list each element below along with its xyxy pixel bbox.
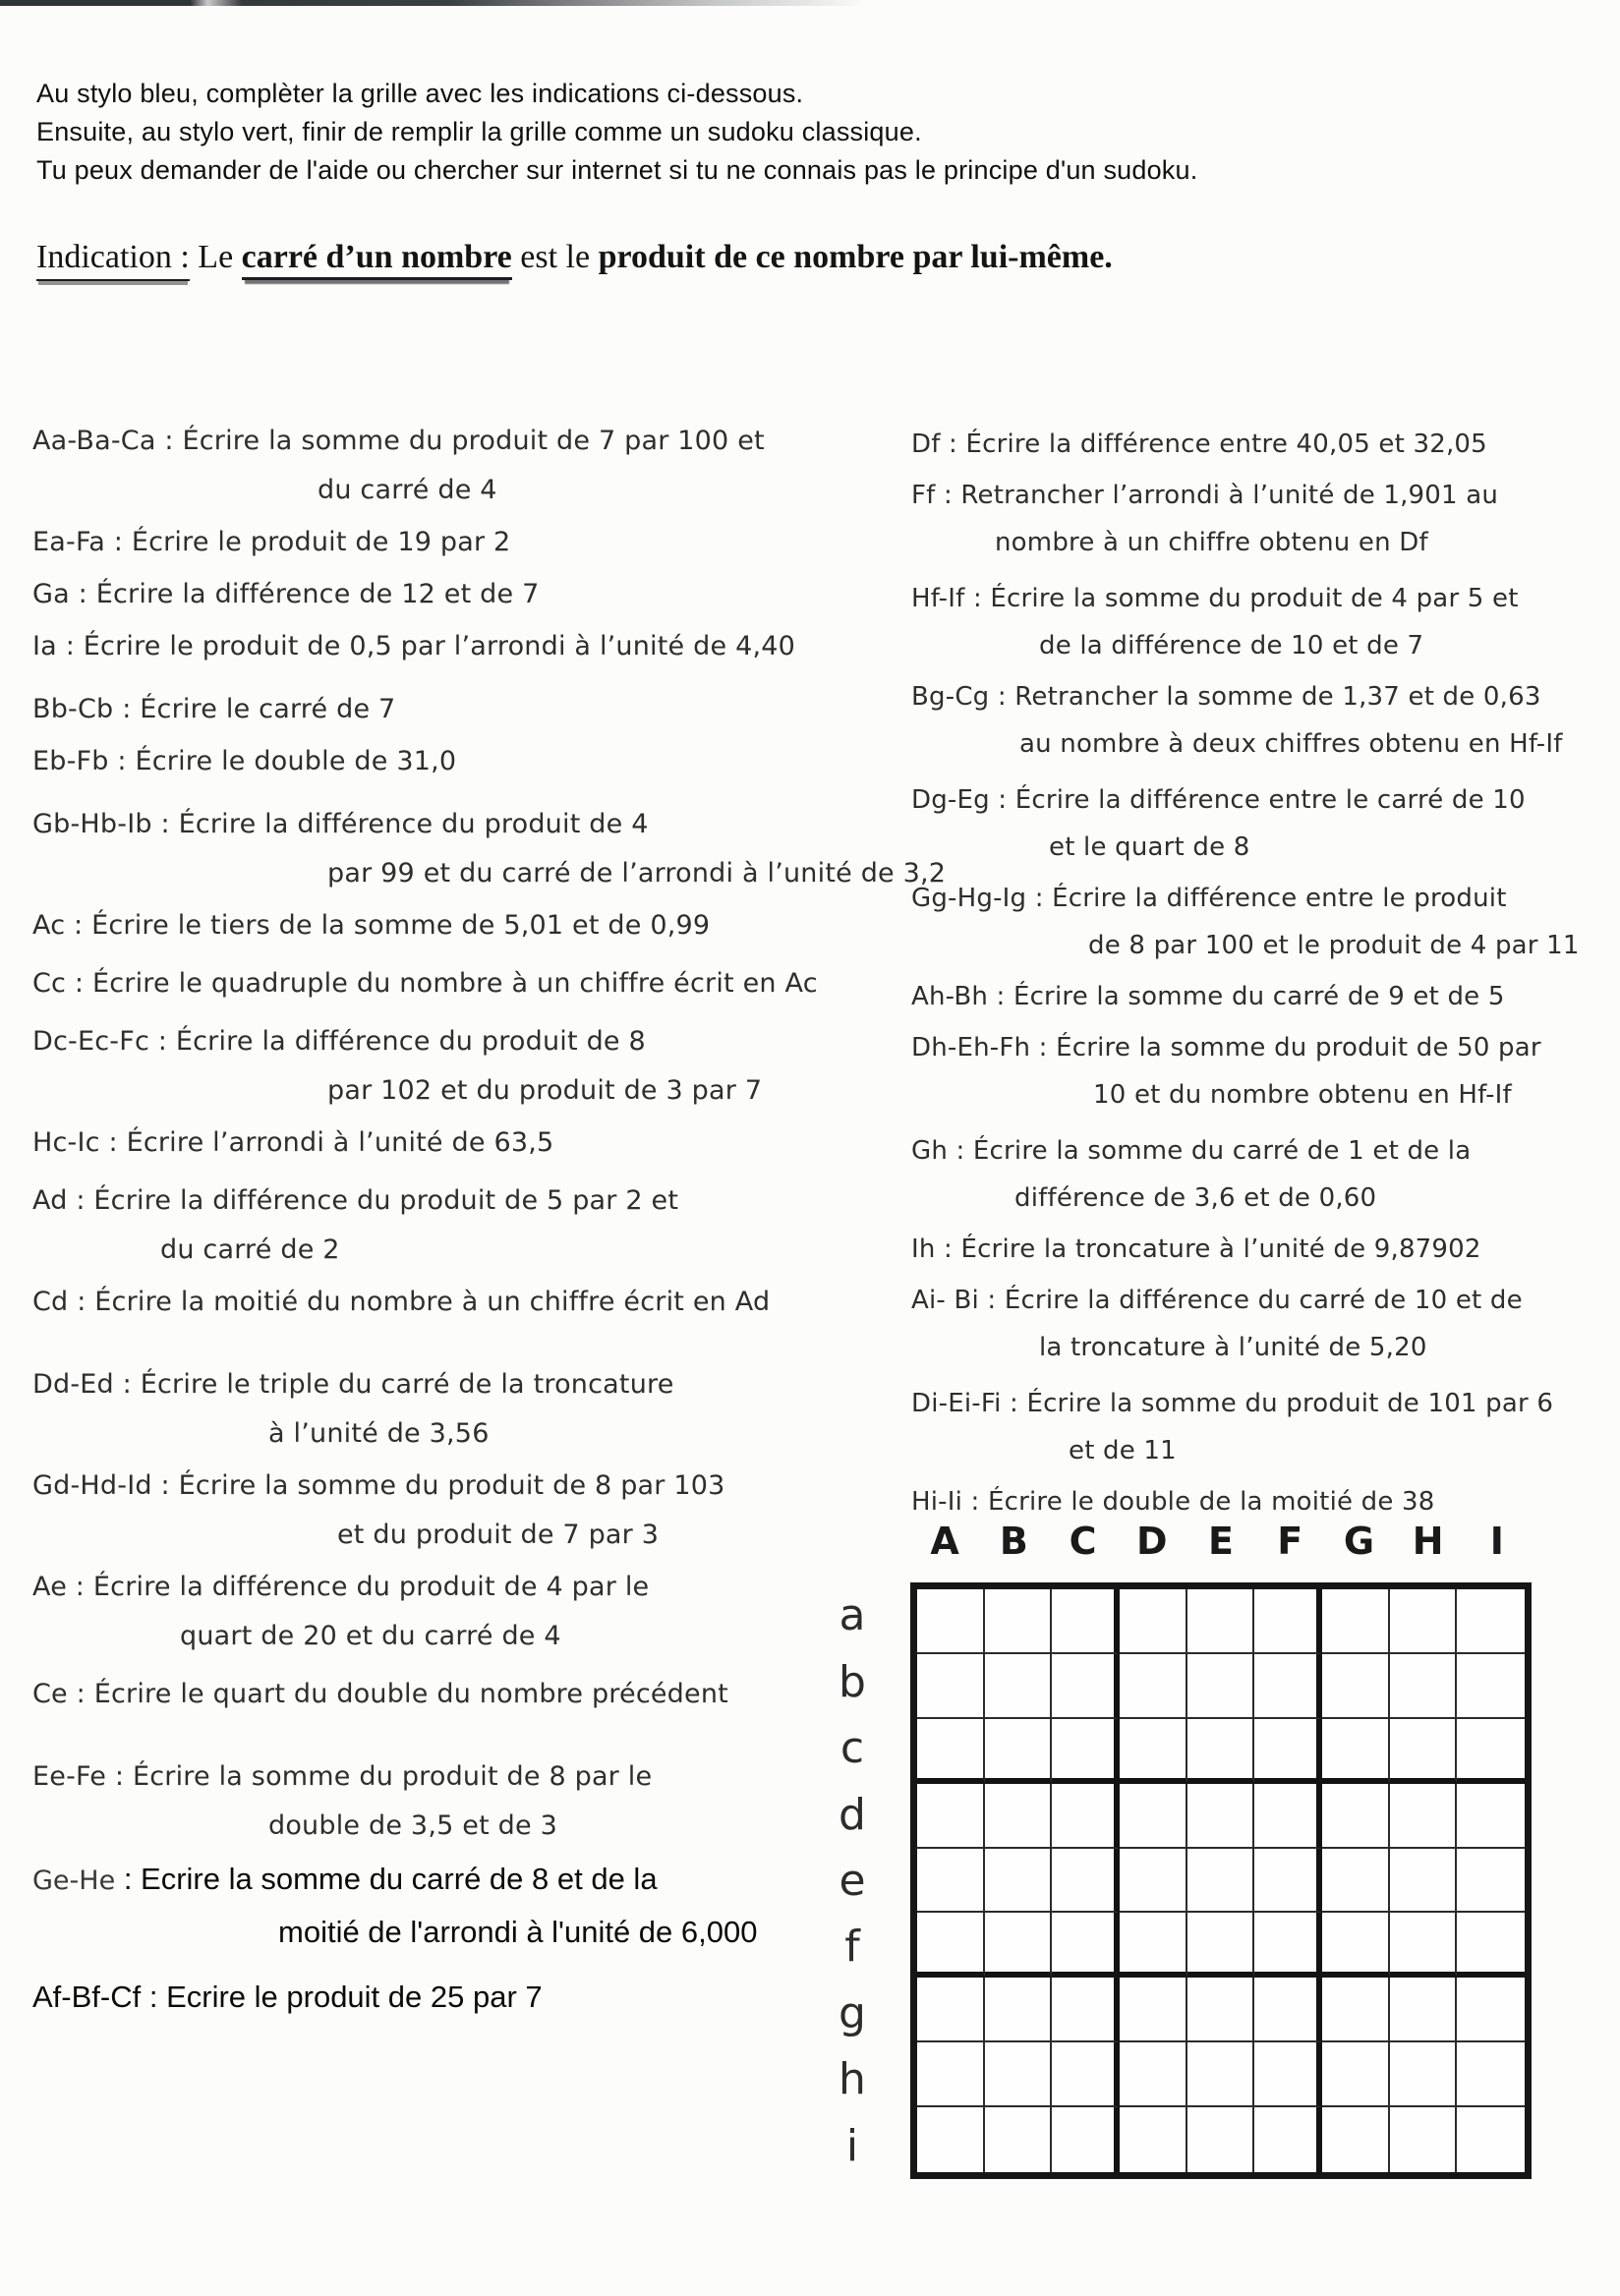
clue-separator: : (113, 694, 141, 724)
clue-continuation: du carré de 2 (160, 1234, 340, 1265)
clue-gd-hd-id (32, 1462, 907, 1560)
clue-separator: : (155, 426, 183, 456)
instructions-block (36, 75, 1197, 190)
sudoku-cell-Bi (985, 2107, 1053, 2172)
clue-line (32, 1119, 907, 1168)
grid-column-headers (910, 1520, 1532, 1582)
clue-af-bf-cf (32, 1972, 907, 2023)
sudoku-cell-Ba (985, 1589, 1053, 1654)
clue-text: Ecrire le produit de 25 par 7 (166, 1980, 543, 2014)
sudoku-cell-Cb (1052, 1654, 1120, 1719)
grid-row-label-c: c (839, 1723, 865, 1774)
sudoku-cell-Eb (1187, 1654, 1255, 1719)
sudoku-cell-Gb (1322, 1654, 1390, 1719)
clue-line (32, 1670, 907, 1719)
clue-separator: : (108, 746, 136, 776)
clue-label: Ce (32, 1679, 68, 1709)
clue-line (32, 800, 907, 849)
clue-line (911, 1024, 1620, 1071)
sudoku-cell-Ih (1457, 2042, 1525, 2107)
sudoku-cell-Df (1120, 1913, 1187, 1978)
clue-text: Écrire le produit de 0,5 par l’arrondi à l’unité de 4,40 (83, 631, 795, 661)
clue-separator: : (151, 1470, 179, 1501)
clue-label: Hf-If (911, 584, 965, 613)
instruction-line-2: Ensuite, au stylo vert, finir de remplir la grille comme un sudoku classique. (36, 117, 922, 146)
clue-ad (32, 1177, 907, 1275)
sudoku-cell-Aa (917, 1589, 985, 1654)
sudoku-cell-Ec (1187, 1719, 1255, 1784)
grid-col-header-b: B (999, 1520, 1028, 1563)
clue-label: Gh (911, 1136, 949, 1166)
clue-label: Dc-Ec-Fc (32, 1026, 149, 1057)
grid-col-header-i: I (1489, 1520, 1504, 1563)
clue-label: Ad (32, 1185, 68, 1216)
clue-line (32, 901, 907, 950)
sudoku-grid-area (822, 1520, 1532, 2179)
sudoku-cell-Ii (1457, 2107, 1525, 2172)
clue-continuation: 10 et du nombre obtenu en Hf-If (1093, 1080, 1512, 1110)
sudoku-cell-Gd (1322, 1784, 1390, 1849)
clue-hi-ii (911, 1478, 1620, 1525)
clue-eb-fb (32, 737, 907, 786)
sudoku-cell-Hf (1390, 1913, 1458, 1978)
sudoku-cell-Ei (1187, 2107, 1255, 2172)
clue-continuation: et le quart de 8 (1049, 832, 1250, 862)
sudoku-cell-Gi (1322, 2107, 1390, 2172)
clue-line (32, 1972, 907, 2023)
clue-label: Ga (32, 579, 70, 609)
sudoku-cell-Ie (1457, 1849, 1525, 1914)
indication-bold-text: produit de ce nombre par lui-même. (598, 239, 1113, 275)
clue-separator: : (106, 1761, 133, 1792)
sudoku-cell-Fc (1254, 1719, 1322, 1784)
clue-text: Écrire la différence du carré de 10 et de (1004, 1286, 1523, 1315)
sudoku-cell-Ga (1322, 1589, 1390, 1654)
clue-separator: : (113, 1369, 141, 1400)
sudoku-cell-Ai (917, 2107, 985, 2172)
grid-col-header-e: E (1208, 1520, 1234, 1563)
clue-label: Bg-Cg (911, 682, 990, 712)
clue-text: Écrire le triple du carré de la troncature (140, 1369, 674, 1400)
sudoku-cell-Fh (1254, 2042, 1322, 2107)
sudoku-cell-Fg (1254, 1978, 1322, 2042)
grid-col-header-a: A (930, 1520, 959, 1563)
grid-row-label-g: g (839, 1987, 866, 2038)
clue-text: Écrire la différence de 12 et de 7 (95, 579, 540, 609)
sudoku-cell-Ce (1052, 1849, 1120, 1914)
clue-line (32, 1563, 907, 1612)
clue-separator: : (141, 1980, 167, 2014)
clue-line (32, 1752, 907, 1802)
sudoku-cell-De (1120, 1849, 1187, 1914)
clue-line (32, 1360, 907, 1409)
clue-separator: : (1026, 884, 1053, 913)
clue-label: Ff (911, 481, 936, 510)
clue-continuation: quart de 20 et du carré de 4 (180, 1621, 561, 1651)
clue-text: Écrire la différence du produit de 8 (175, 1026, 646, 1057)
clue-continuation: de 8 par 100 et le produit de 4 par 11 (1088, 931, 1580, 960)
sudoku-cell-Ef (1187, 1913, 1255, 1978)
instruction-line-3: Tu peux demander de l'aide ou chercher sur internet si tu ne connais pas le principe d'un sudoku. (36, 155, 1198, 185)
indication-label: Indication : (36, 239, 190, 281)
clue-continuation: de la différence de 10 et de 7 (1039, 631, 1424, 660)
clue-gb-hb-ib (32, 800, 947, 898)
clue-label: Hc-Ic (32, 1127, 100, 1158)
indication-line (36, 239, 1113, 276)
clue-continuation: et du produit de 7 par 3 (337, 1520, 660, 1550)
clue-ce (32, 1670, 907, 1719)
sudoku-cell-Hb (1390, 1654, 1458, 1719)
clue-label: Ee-Fe (32, 1761, 107, 1792)
clue-line (911, 875, 1620, 922)
sudoku-cell-Bg (985, 1978, 1053, 2042)
sudoku-cell-Be (985, 1849, 1053, 1914)
clue-text: Écrire la différence du produit de 4 par le (92, 1572, 650, 1602)
clue-bb-cb (32, 685, 907, 734)
sudoku-cell-Da (1120, 1589, 1187, 1654)
clue-separator: : (69, 579, 96, 609)
grid-row-label-e: e (839, 1855, 866, 1906)
clue-label: Dg-Eg (911, 785, 990, 815)
clue-text: Écrire la somme du produit de 7 par 100 et (182, 426, 765, 456)
clue-separator: : (149, 1026, 176, 1057)
clue-continuation: double de 3,5 et de 3 (268, 1810, 557, 1841)
clue-ac (32, 901, 907, 950)
sudoku-cell-Ah (917, 2042, 985, 2107)
clue-text: Écrire la troncature à l’unité de 9,87902 (960, 1234, 1481, 1264)
sudoku-cell-Gg (1322, 1978, 1390, 2042)
clue-label: Ah-Bh (911, 982, 989, 1011)
sudoku-cell-Dg (1120, 1978, 1187, 2042)
grid-row-labels (822, 1582, 910, 2179)
clue-gh (911, 1127, 1620, 1222)
sudoku-cell-Eg (1187, 1978, 1255, 2042)
clue-separator: : (948, 1136, 973, 1166)
clue-text: Écrire l’arrondi à l’unité de 63,5 (126, 1127, 554, 1158)
clue-dc-ec-fc (32, 1017, 907, 1116)
clue-label: Di-Ei-Fi (911, 1389, 1002, 1418)
clue-separator: : (104, 527, 132, 557)
clue-dh-eh-fh (911, 1024, 1620, 1119)
clue-label: Gd-Hd-Id (32, 1470, 152, 1501)
clue-hf-if (911, 575, 1620, 669)
clue-line (911, 421, 1620, 468)
sudoku-cell-He (1390, 1849, 1458, 1914)
clue-label: Eb-Fb (32, 746, 109, 776)
clue-ae (32, 1563, 907, 1661)
sudoku-cell-Gh (1322, 2042, 1390, 2107)
sudoku-cell-Fd (1254, 1784, 1322, 1849)
clue-line (911, 673, 1620, 720)
sudoku-cell-Af (917, 1913, 985, 1978)
clue-text: Écrire le produit de 19 par 2 (131, 527, 511, 557)
clue-separator: : (988, 982, 1013, 1011)
sudoku-cell-Dd (1120, 1784, 1187, 1849)
clue-ga (32, 570, 907, 619)
clue-continuation: nombre à un chiffre obtenu en Df (995, 528, 1428, 557)
clue-line (911, 1380, 1620, 1427)
clue-text: Écrire le quart du double du nombre précédent (93, 1679, 728, 1709)
clue-text: Écrire la moitié du nombre à un chiffre écrit en Ad (94, 1287, 771, 1317)
clue-label: Df (911, 430, 941, 459)
clue-line (32, 570, 907, 619)
indication-underlined-term: carré d’un nombre (242, 239, 512, 280)
sudoku-cell-Ag (917, 1978, 985, 2042)
clue-line (911, 1277, 1620, 1324)
sudoku-cell-Ha (1390, 1589, 1458, 1654)
clue-continuation: la troncature à l’unité de 5,20 (1039, 1333, 1427, 1362)
sudoku-cell-Ed (1187, 1784, 1255, 1849)
clue-label: Ih (911, 1234, 936, 1264)
sudoku-cell-Bd (985, 1784, 1053, 1849)
clue-text: Écrire la différence du produit de 5 par 2 et (93, 1185, 679, 1216)
clue-label: Cd (32, 1287, 69, 1317)
clue-line (32, 417, 907, 466)
clue-line (911, 1478, 1620, 1525)
clue-text: Écrire la somme du produit de 4 par 5 et (990, 584, 1519, 613)
sudoku-cell-Gf (1322, 1913, 1390, 1978)
sudoku-cell-Fe (1254, 1849, 1322, 1914)
clue-separator: : (99, 1127, 127, 1158)
clue-text: Écrire la différence entre le produit (1052, 884, 1507, 913)
clue-separator: : (67, 1572, 93, 1602)
clue-continuation: par 99 et du carré de l’arrondi à l’unité de 3,2 (327, 858, 947, 889)
clue-text: Écrire la somme du produit de 8 par le (132, 1761, 653, 1792)
clue-ih (911, 1226, 1620, 1273)
clue-text: Écrire le carré de 7 (140, 694, 396, 724)
clue-label: Ac (32, 910, 66, 941)
grid-col-header-h: H (1412, 1520, 1444, 1563)
sudoku-cell-Ge (1322, 1849, 1390, 1914)
grid-row-label-h: h (839, 2054, 866, 2105)
sudoku-cell-Cd (1052, 1784, 1120, 1849)
clue-ai-bi (911, 1277, 1620, 1371)
sudoku-cell-Bb (985, 1654, 1053, 1719)
clue-separator: : (978, 1286, 1005, 1315)
clue-separator: : (989, 785, 1015, 815)
sudoku-cell-Cg (1052, 1978, 1120, 2042)
clue-line (32, 1177, 907, 1226)
clue-line (911, 472, 1620, 519)
clue-text: Retrancher l’arrondi à l’unité de 1,901 au (960, 481, 1499, 510)
clue-text: Écrire la somme du produit de 101 par 6 (1026, 1389, 1554, 1418)
clue-label: Aa-Ba-Ca (32, 426, 156, 456)
sudoku-cell-Cc (1052, 1719, 1120, 1784)
clue-separator: : (1001, 1389, 1027, 1418)
clue-line (32, 685, 907, 734)
clue-cc (32, 959, 907, 1008)
clue-aa-ba-ca (32, 417, 907, 515)
clue-text: Écrire la somme du carré de 9 et de 5 (1012, 982, 1505, 1011)
sudoku-cell-Dh (1120, 2042, 1187, 2107)
clue-line (911, 973, 1620, 1020)
clue-text: Écrire la différence entre le carré de 10 (1014, 785, 1526, 815)
grid-row-label-b: b (839, 1656, 866, 1707)
clue-continuation: à l’unité de 3,56 (268, 1418, 490, 1449)
clue-label: Cc (32, 968, 67, 999)
clue-line (911, 1127, 1620, 1175)
clue-separator: : (935, 481, 961, 510)
clue-separator: : (115, 1862, 142, 1896)
clue-ee-fe (32, 1752, 907, 1851)
clue-line (911, 776, 1620, 824)
clue-label: Dh-Eh-Fh (911, 1033, 1031, 1062)
instruction-line-1: Au stylo bleu, complèter la grille avec les indications ci-dessous. (36, 79, 804, 108)
clue-continuation: différence de 3,6 et de 0,60 (1014, 1183, 1377, 1213)
clue-ge-he (32, 1854, 907, 1958)
clue-text: Écrire le double de la moitié de 38 (987, 1487, 1435, 1517)
grid-row-label-d: d (839, 1789, 866, 1840)
sudoku-cell-Fi (1254, 2107, 1322, 2172)
clue-separator: : (989, 682, 1015, 712)
clue-line (32, 1462, 907, 1511)
clue-label: Gb-Hb-Ib (32, 809, 152, 839)
sudoku-cell-Ff (1254, 1913, 1322, 1978)
clue-separator: : (151, 809, 179, 839)
sudoku-cell-Ig (1457, 1978, 1525, 2042)
sudoku-cell-Eh (1187, 2042, 1255, 2107)
clue-separator: : (1030, 1033, 1057, 1062)
clue-label: Bb-Cb (32, 694, 114, 724)
clue-text: Écrire le quadruple du nombre à un chiffre écrit en Ac (91, 968, 818, 999)
clue-label: Gg-Hg-Ig (911, 884, 1027, 913)
clue-line (32, 518, 907, 567)
clue-separator: : (67, 1679, 94, 1709)
clue-cd (32, 1278, 907, 1327)
clue-text: Retrancher la somme de 1,37 et de 0,63 (1014, 682, 1541, 712)
clue-line (32, 1278, 907, 1327)
sudoku-cell-Hi (1390, 2107, 1458, 2172)
clue-separator: : (964, 584, 991, 613)
sudoku-cell-Dc (1120, 1719, 1187, 1784)
grid-row-label-i: i (845, 2120, 859, 2171)
clue-text: Écrire le tiers de la somme de 5,01 et de 0,99 (91, 910, 711, 941)
sudoku-cell-Ab (917, 1654, 985, 1719)
clue-text: Écrire la différence entre 40,05 et 32,05 (965, 430, 1487, 459)
clue-separator: : (935, 1234, 961, 1264)
clue-df (911, 421, 1620, 468)
sudoku-cell-Fb (1254, 1654, 1322, 1719)
sudoku-cell-Cf (1052, 1913, 1120, 1978)
clue-column-right (911, 421, 1620, 1529)
clue-dd-ed (32, 1360, 907, 1459)
sudoku-cell-Di (1120, 2107, 1187, 2172)
clue-line (911, 1226, 1620, 1273)
sudoku-cell-Ad (917, 1784, 985, 1849)
clue-text: Écrire le double de 31,0 (135, 746, 457, 776)
clue-line (32, 1017, 907, 1066)
clue-label: Ae (32, 1572, 68, 1602)
sudoku-cell-Ia (1457, 1589, 1525, 1654)
clue-separator: : (962, 1487, 988, 1517)
clue-dg-eg (911, 776, 1620, 871)
clue-separator: : (68, 1287, 95, 1317)
grid-body (822, 1582, 1532, 2179)
clue-continuation: et de 11 (1069, 1436, 1177, 1465)
grid-row-label-a: a (839, 1590, 866, 1641)
clue-ah-bh (911, 973, 1620, 1020)
sudoku-cell-Db (1120, 1654, 1187, 1719)
sudoku-cell-Ci (1052, 2107, 1120, 2172)
clue-line (911, 575, 1620, 622)
grid-row-label-f: f (844, 1922, 860, 1973)
sudoku-cell-Ib (1457, 1654, 1525, 1719)
sudoku-cell-Hg (1390, 1978, 1458, 2042)
grid-col-header-d: D (1135, 1520, 1168, 1563)
sudoku-cell-Ic (1457, 1719, 1525, 1784)
clue-ia (32, 622, 907, 671)
clue-line (32, 622, 907, 671)
sudoku-cell-Bc (985, 1719, 1053, 1784)
clue-separator: : (66, 968, 92, 999)
clue-separator: : (65, 910, 92, 941)
sudoku-grid (910, 1582, 1532, 2179)
clue-ff (911, 472, 1620, 566)
clue-text: Écrire la somme du produit de 8 par 103 (178, 1470, 725, 1501)
clue-text: Écrire la différence du produit de 4 (178, 809, 649, 839)
sudoku-cell-If (1457, 1913, 1525, 1978)
sudoku-cell-Fa (1254, 1589, 1322, 1654)
sudoku-cell-Hc (1390, 1719, 1458, 1784)
clue-continuation: moitié de l'arrondi à l'unité de 6,000 (278, 1915, 758, 1949)
clue-label: Ge-He (32, 1866, 116, 1896)
clue-text: Ecrire la somme du carré de 8 et de la (141, 1862, 658, 1896)
clue-text: Écrire la somme du carré de 1 et de la (972, 1136, 1472, 1166)
sudoku-cell-Bh (985, 2042, 1053, 2107)
clue-continuation: par 102 et du produit de 3 par 7 (327, 1075, 763, 1106)
clue-label: Ia (32, 631, 57, 661)
clue-di-ei-fi (911, 1380, 1620, 1474)
clue-line (32, 959, 907, 1008)
clue-label: Ea-Fa (32, 527, 105, 557)
clue-line (32, 1854, 907, 1907)
sudoku-cell-Bf (985, 1913, 1053, 1978)
sudoku-cell-Id (1457, 1784, 1525, 1849)
clue-gg-hg-ig (911, 875, 1620, 969)
sudoku-cell-Ee (1187, 1849, 1255, 1914)
scan-artifact-strip (0, 0, 865, 6)
sudoku-cell-Ac (917, 1719, 985, 1784)
grid-col-header-g: G (1343, 1520, 1375, 1563)
clue-separator: : (67, 1185, 94, 1216)
sudoku-cell-Hd (1390, 1784, 1458, 1849)
sudoku-cell-Ca (1052, 1589, 1120, 1654)
sudoku-cell-Hh (1390, 2042, 1458, 2107)
clue-ea-fa (32, 518, 907, 567)
clue-label: Dd-Ed (32, 1369, 114, 1400)
sudoku-cell-Ea (1187, 1589, 1255, 1654)
clue-text: Écrire la somme du produit de 50 par (1056, 1033, 1541, 1062)
indication-middle: est le (511, 239, 599, 275)
clue-line (32, 737, 907, 786)
clue-continuation: au nombre à deux chiffres obtenu en Hf-If (1019, 729, 1563, 759)
sudoku-cell-Ae (917, 1849, 985, 1914)
grid-col-header-f: F (1277, 1520, 1303, 1563)
clue-separator: : (940, 430, 966, 459)
clue-continuation: du carré de 4 (318, 475, 497, 505)
indication-prefix: Le (189, 239, 242, 275)
clue-label: Ai- Bi (911, 1286, 979, 1315)
clue-bg-cg (911, 673, 1620, 768)
clue-label: Hi-Ii (911, 1487, 963, 1517)
sudoku-cell-Gc (1322, 1719, 1390, 1784)
clue-hc-ic (32, 1119, 907, 1168)
sudoku-cell-Ch (1052, 2042, 1120, 2107)
grid-col-header-c: C (1069, 1520, 1097, 1563)
clue-label: Af-Bf-Cf (32, 1980, 142, 2014)
clue-separator: : (56, 631, 84, 661)
